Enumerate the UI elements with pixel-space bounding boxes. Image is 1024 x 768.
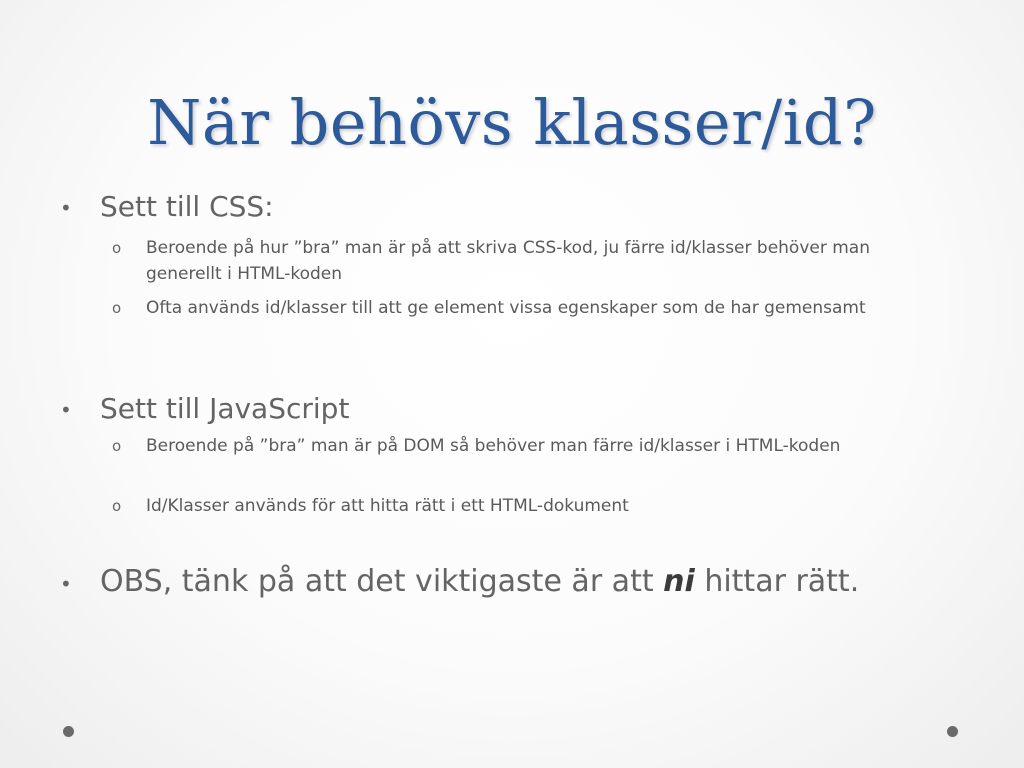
bullet-heading: Sett till JavaScript [100, 392, 350, 425]
sub-bullet-text: Beroende på hur ”bra” man är på att skriva CSS-kod, ju färre id/klasser behöver man generellt i HTML-koden [146, 238, 871, 284]
note-emphasis: ni [663, 564, 695, 599]
note-text-before: OBS, tänk på att det viktigaste är att [100, 564, 664, 599]
sub-bullet-marker: o [112, 437, 122, 455]
sub-bullet-marker: o [112, 239, 122, 257]
bullet-marker: • [60, 196, 72, 220]
corner-dot-right [947, 726, 958, 737]
bullet-marker: • [60, 398, 72, 422]
sub-bullet-marker: o [112, 299, 122, 317]
bullet-heading: Sett till CSS: [100, 190, 274, 223]
note-text [100, 564, 859, 599]
bullet-marker: • [60, 572, 72, 596]
sub-bullet-marker: o [112, 497, 122, 515]
corner-dot-left [63, 726, 74, 737]
note-text-after: hittar rätt. [694, 564, 860, 599]
sub-bullet-text: Id/Klasser används för att hitta rätt i ett HTML-dokument [146, 496, 629, 516]
sub-bullet-text: Ofta används id/klasser till att ge element vissa egenskaper som de har gemensamt [146, 298, 866, 318]
slide-title: När behövs klasser/id? [147, 86, 877, 159]
sub-bullet-text: Beroende på ”bra” man är på DOM så behöver man färre id/klasser i HTML-koden [146, 436, 841, 456]
